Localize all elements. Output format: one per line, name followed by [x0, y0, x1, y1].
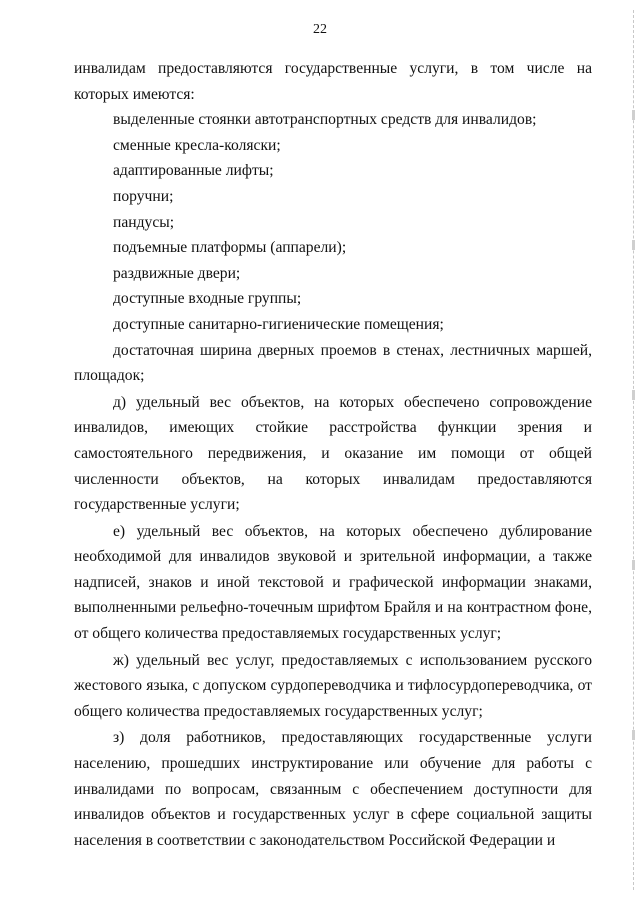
list-item: раздвижные двери;	[113, 264, 241, 282]
scan-mark	[632, 560, 635, 570]
scan-mark	[632, 390, 635, 400]
facilities-list	[74, 107, 592, 337]
scan-mark	[632, 730, 635, 740]
page-number: 22	[313, 22, 327, 37]
document-body	[74, 56, 592, 853]
scan-mark	[632, 110, 635, 120]
width-paragraph: достаточная ширина дверных проемов в стенах, лестничных маршей, площадок;	[74, 341, 592, 385]
list-item: сменные кресла-коляски;	[113, 136, 281, 154]
list-item: доступные входные группы;	[113, 290, 302, 308]
paragraph-z: з) доля работников, предоставляющих государственные услуги населению, прошедших инструктирование или обучение для работы с инвалидами по вопросам, связанным с обеспечением доступности для инвалидов объектов и государственных услуг в сфере социальной защиты населения в соответствии с законодательством Российской Федерации и	[74, 729, 592, 849]
paragraph-d: д) удельный вес объектов, на которых обеспечено сопровождение инвалидов, имеющих стойкие расстройства функции зрения и самостоятельного передвижения, и оказание им помощи от общей численности объектов, на которых инвалидам предоставляются государственные услуги;	[74, 393, 592, 514]
list-item: поручни;	[113, 187, 174, 205]
list-item: выделенные стоянки автотранспортных средств для инвалидов;	[113, 111, 537, 129]
list-item: подъемные платформы (аппарели);	[113, 239, 347, 257]
list-item: пандусы;	[113, 213, 175, 231]
paragraph-e: е) удельный вес объектов, на которых обеспечено дублирование необходимой для инвалидов звуковой и зрительной информации, а также надписей, знаков и иной текстовой и графической информации знаками, выполненными рельефно-точечным шрифтом Брайля и на контрастном фоне, от общего количества предоставляемых государственных услуг;	[74, 522, 592, 643]
list-item: адаптированные лифты;	[113, 162, 274, 180]
paragraph-zh: ж) удельный вес услуг, предоставляемых с использованием русского жестового языка, с допуском сурдопереводчика и тифлосурдопереводчика, от общего количества предоставляемых государственных услуг;	[74, 651, 592, 720]
scan-edge-line	[632, 10, 634, 890]
intro-paragraph: инвалидам предоставляются государственные услуги, в том числе на которых имеются:	[74, 60, 592, 103]
scan-mark	[632, 240, 635, 250]
list-item: доступные санитарно-гигиенические помещения;	[113, 315, 444, 333]
